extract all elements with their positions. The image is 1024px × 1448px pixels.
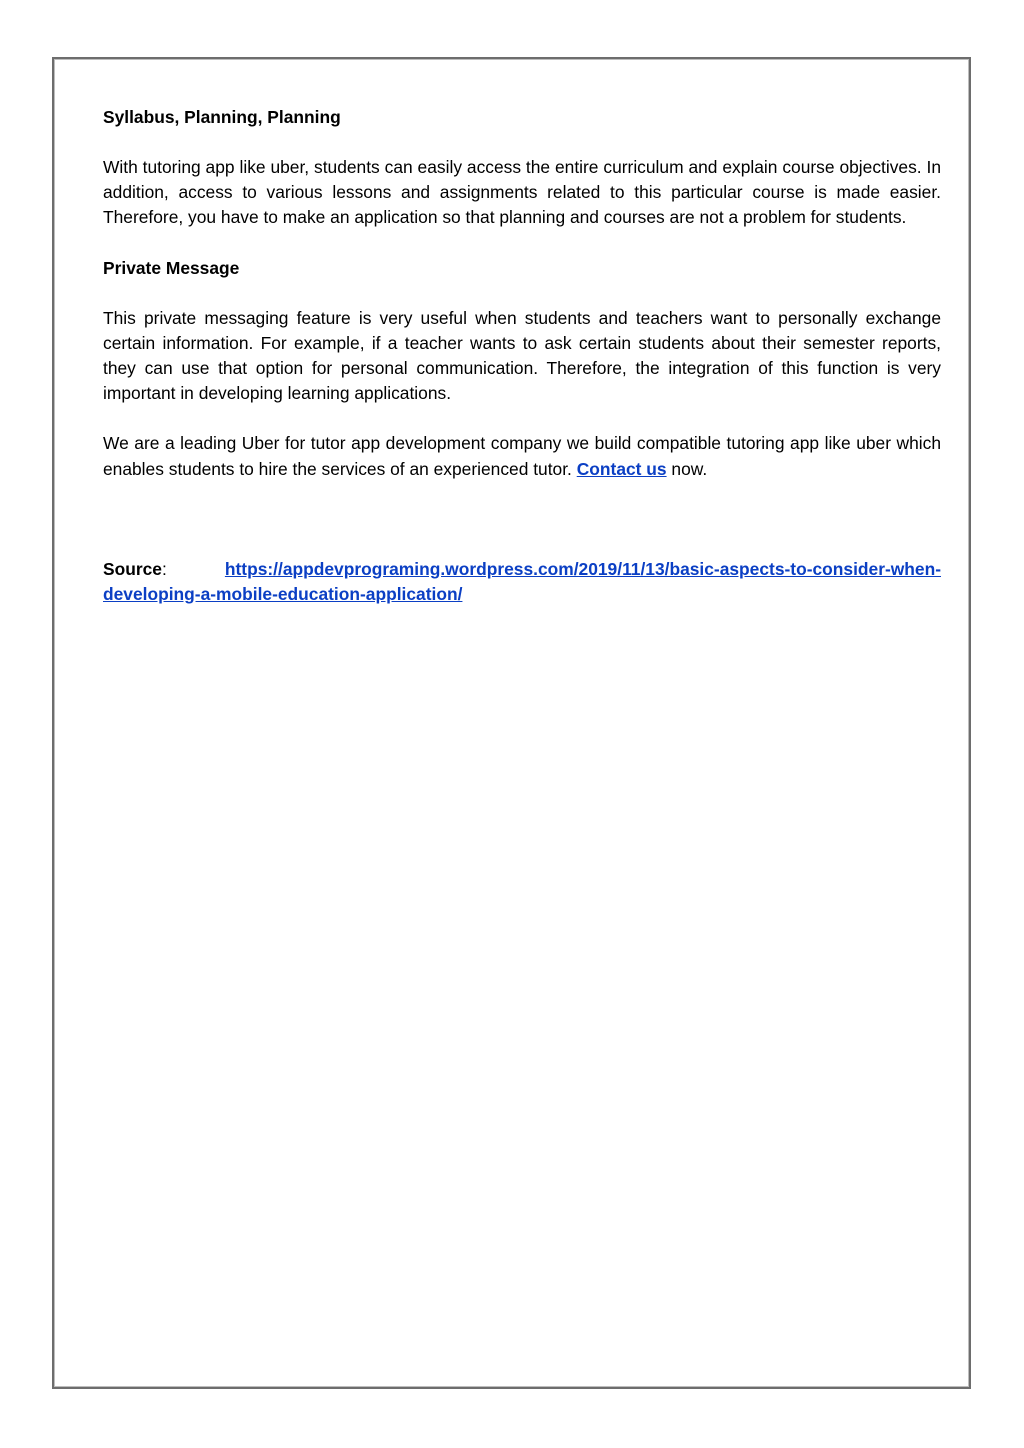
contact-us-link[interactable]: Contact us (576, 458, 667, 479)
company-suffix: now. (671, 458, 708, 479)
document-body (103, 105, 941, 607)
syllabus-paragraph: With tutoring app like uber, students can easily access the entire curriculum and explain course objectives. In addition, access to various lessons and assignments related to this particular course is made easier. Therefore, you have to make an application so that planning and courses are not a problem for students. (103, 157, 941, 228)
syllabus-heading: Syllabus, Planning, Planning (103, 107, 341, 127)
source-label: Source (103, 558, 162, 579)
company-text: We are a leading Uber for tutor app development company we build compatible tutoring app like uber which enables students to hire the services of an experienced tutor. (103, 433, 941, 479)
company-paragraph (103, 431, 941, 481)
source-colon: : (161, 558, 167, 579)
source-line (103, 557, 941, 607)
source-url-link[interactable]: https://appdevprograming.wordpress.com/2019/11/13/basic-aspects-to-consider-when-developing-a-mobile-education-application/ (103, 558, 941, 605)
private-message-paragraph: This private messaging feature is very useful when students and teachers want to personally exchange certain information. For example, if a teacher wants to ask certain students about their semester reports, they can use that option for personal communication. Therefore, the integration of this function is very important in developing learning applications. (103, 307, 941, 404)
private-message-heading: Private Message (103, 257, 240, 278)
